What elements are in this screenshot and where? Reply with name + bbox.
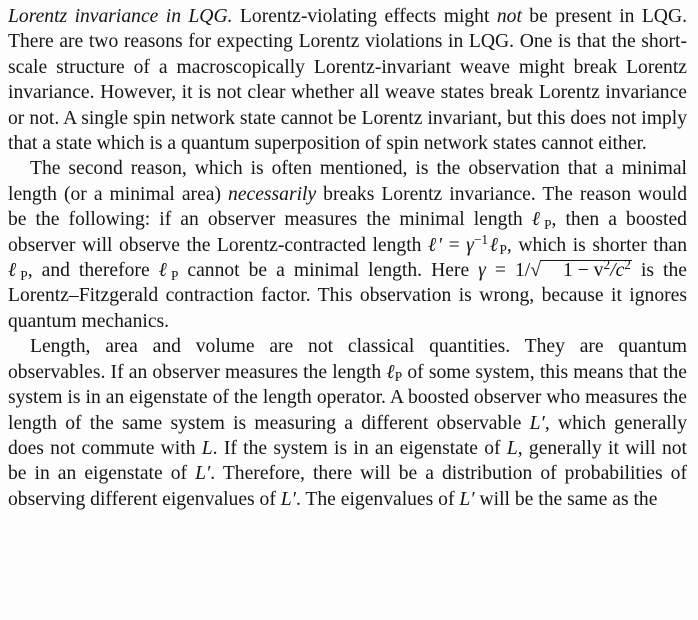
math-planck-length: ℓ$_P$ (386, 361, 403, 385)
math-l: L (201, 437, 213, 459)
paragraph-lorentz-invariance: Lorentz invariance in LQG. Lorentz-violating effects might not be present in LQG. There are two reasons for expecting Lorentz violations in LQG. One is that the short-scale structure of a macroscopically Lorentz-invariant weave might break Lorentz invariance. However, it is not clear whether all weave states break Lorentz invariance or not. A single spin network state cannot be Lorentz invariant, but this does not imply that a state which is a quantum superposition of spin network states cannot either. (8, 6, 688, 155)
math-planck-length: ℓ$_P$ (531, 209, 552, 232)
math-planck-length: ℓ$_P$ (8, 260, 28, 283)
math-planck-length: ℓ$_P$ (158, 260, 179, 283)
section-heading: Lorentz invariance in LQG. (8, 6, 233, 27)
emphasis-not: not (496, 6, 522, 27)
math-l-prime: L′ (280, 488, 296, 510)
paragraph-second-reason: The second reason, which is often mentioned, is the observation that a minimal length (or a minimal area) necessarily breaks Lorentz invariance. The reason would be the following: if an observer measures the minimal length ℓ$_P$, then a boosted observer will observe the Lorentz-contracted length ℓ′ = $\gamma^{-1}\ell_P$, which is shorter than ℓ$_P$, and therefore ℓ$_P$ cannot be a minimal length. Here γ = 1/√ $1 - v^2/c^2$ is the Lorentz–Fitzgerald contraction factor. This observation is wrong, because it ignores quantum mechanics. (8, 158, 687, 332)
math-l-prime: L′ (529, 412, 545, 434)
math-gamma-factor: γ = 1/√ $1 - v^2/c^2$ (478, 257, 631, 282)
paragraph-quantum-observables: Length, area and volume are not classical quantities. They are quantum observables. If an observer measures the length ℓ$_P$ of some system, this means that the system is in an eigenstate of the length operator. A boosted observer who measures the length of the same system is measuring a different observable L′, which generally does not commute with L. If the system is in an eigenstate of L, generally it will not be in an eigenstate of L′. Therefore, there will be a distribution of probabilities of observing different eigenvalues of L′. The eigenvalues of L′ will be the same as the (8, 336, 687, 510)
math-contracted-length: ℓ′ = $\gamma^{-1}\ell_P$ (427, 232, 507, 258)
math-l-prime: L′ (195, 463, 211, 485)
math-l-prime: L′ (459, 488, 475, 510)
emphasis-necessarily: necessarily (228, 183, 317, 205)
math-l: L (506, 437, 518, 459)
math-square-root: $1 - v^2/c^2$ (540, 260, 632, 282)
